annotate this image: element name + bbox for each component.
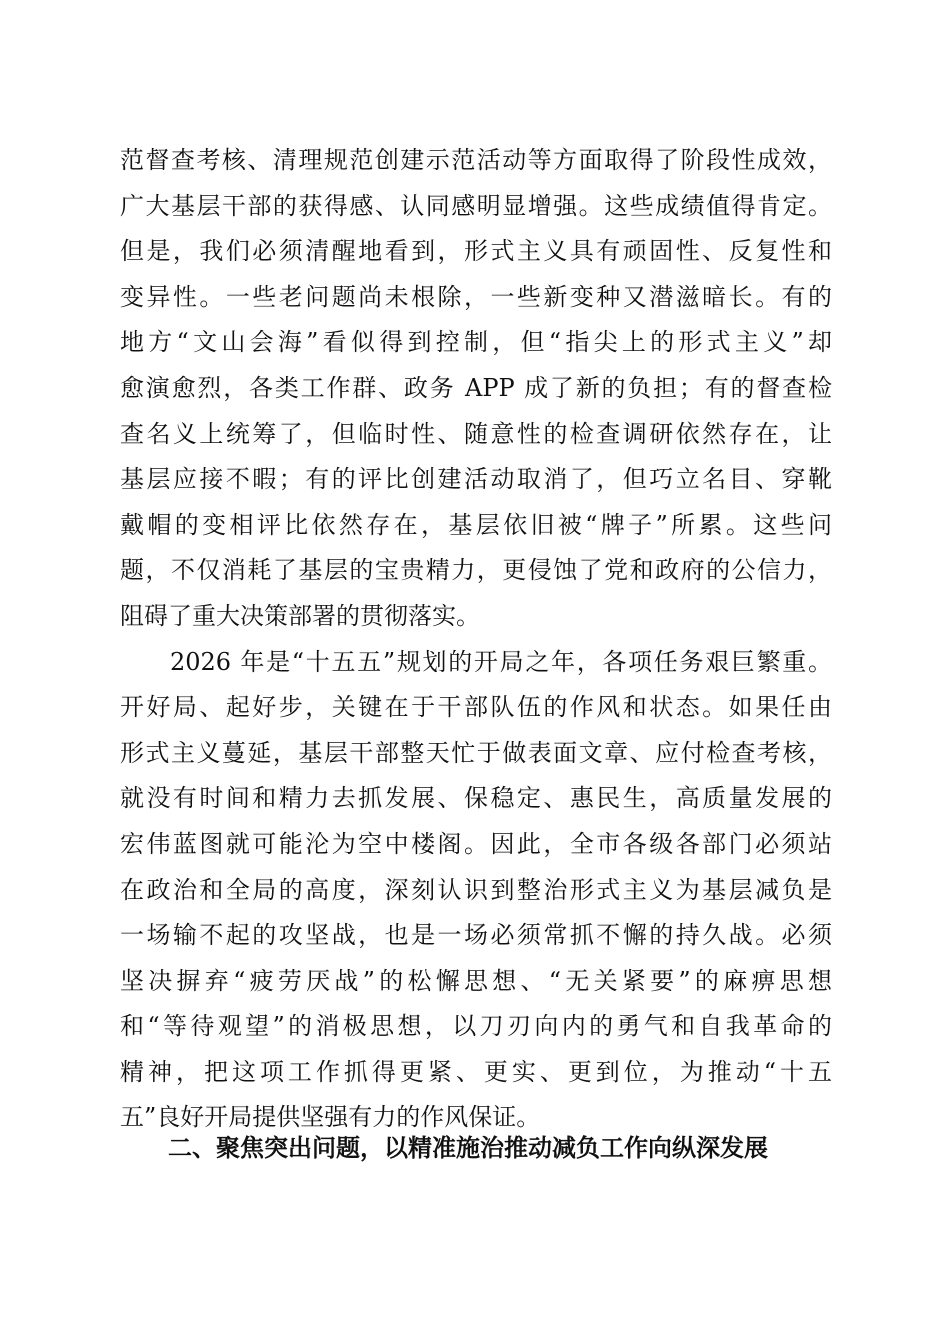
paragraph-1 bbox=[120, 138, 832, 640]
text-line: 变异性。一些老问题尚未根除，一些新变种又潜滋暗长。有的 bbox=[120, 282, 832, 311]
text-line: 五”良好开局提供坚强有力的作风保证。 bbox=[120, 1103, 541, 1132]
text-line: 坚决摒弃“疲劳厌战”的松懈思想、“无关紧要”的麻痹思想 bbox=[120, 966, 832, 995]
text-line: 戴帽的变相评比依然存在，基层依旧被“牌子”所累。这些问 bbox=[120, 510, 832, 539]
text-line: 阻碍了重大决策部署的贯彻落实。 bbox=[120, 601, 480, 630]
text-line: 宏伟蓝图就可能沦为空中楼阁。因此，全市各级各部门必须站 bbox=[120, 829, 832, 858]
section-heading: 二、聚焦突出问题，以精准施治推动减负工作向纵深发展 bbox=[168, 1134, 768, 1162]
text-line: 愈演愈烈，各类工作群、政务 APP 成了新的负担；有的督查检 bbox=[120, 373, 832, 402]
text-line: 广大基层干部的获得感、认同感明显增强。这些成绩值得肯定。 bbox=[120, 191, 832, 220]
text-line: 地方“文山会海”看似得到控制，但“指尖上的形式主义”却 bbox=[120, 328, 832, 357]
text-line: 查名义上统筹了，但临时性、随意性的检查调研依然存在，让 bbox=[120, 419, 832, 448]
text-line: 但是，我们必须清醒地看到，形式主义具有顽固性、反复性和 bbox=[120, 237, 832, 266]
text-line: 2026 年是“十五五”规划的开局之年，各项任务艰巨繁重。 bbox=[170, 647, 832, 676]
text-line: 开好局、起好步，关键在于干部队伍的作风和状态。如果任由 bbox=[120, 693, 832, 722]
text-line: 基层应接不暇；有的评比创建活动取消了，但巧立名目、穿靴 bbox=[120, 465, 832, 494]
text-line: 范督查考核、清理规范创建示范活动等方面取得了阶段性成效， bbox=[120, 146, 832, 174]
text-line: 形式主义蔓延，基层干部整天忙于做表面文章、应付检查考核， bbox=[120, 738, 832, 767]
text-line: 题，不仅消耗了基层的宝贵精力，更侵蚀了党和政府的公信力， bbox=[120, 556, 832, 585]
text-line: 一场输不起的攻坚战，也是一场必须常抓不懈的持久战。必须 bbox=[120, 921, 832, 950]
body-text bbox=[120, 138, 832, 1141]
text-line: 就没有时间和精力去抓发展、保稳定、惠民生，高质量发展的 bbox=[120, 784, 832, 813]
text-line: 和“等待观望”的消极思想，以刀刃向内的勇气和自我革命的 bbox=[120, 1012, 832, 1041]
text-line: 在政治和全局的高度，深刻认识到整治形式主义为基层减负是 bbox=[120, 875, 832, 904]
text-line: 精神，把这项工作抓得更紧、更实、更到位，为推动“十五 bbox=[120, 1057, 832, 1086]
paragraph-2 bbox=[120, 640, 832, 1142]
